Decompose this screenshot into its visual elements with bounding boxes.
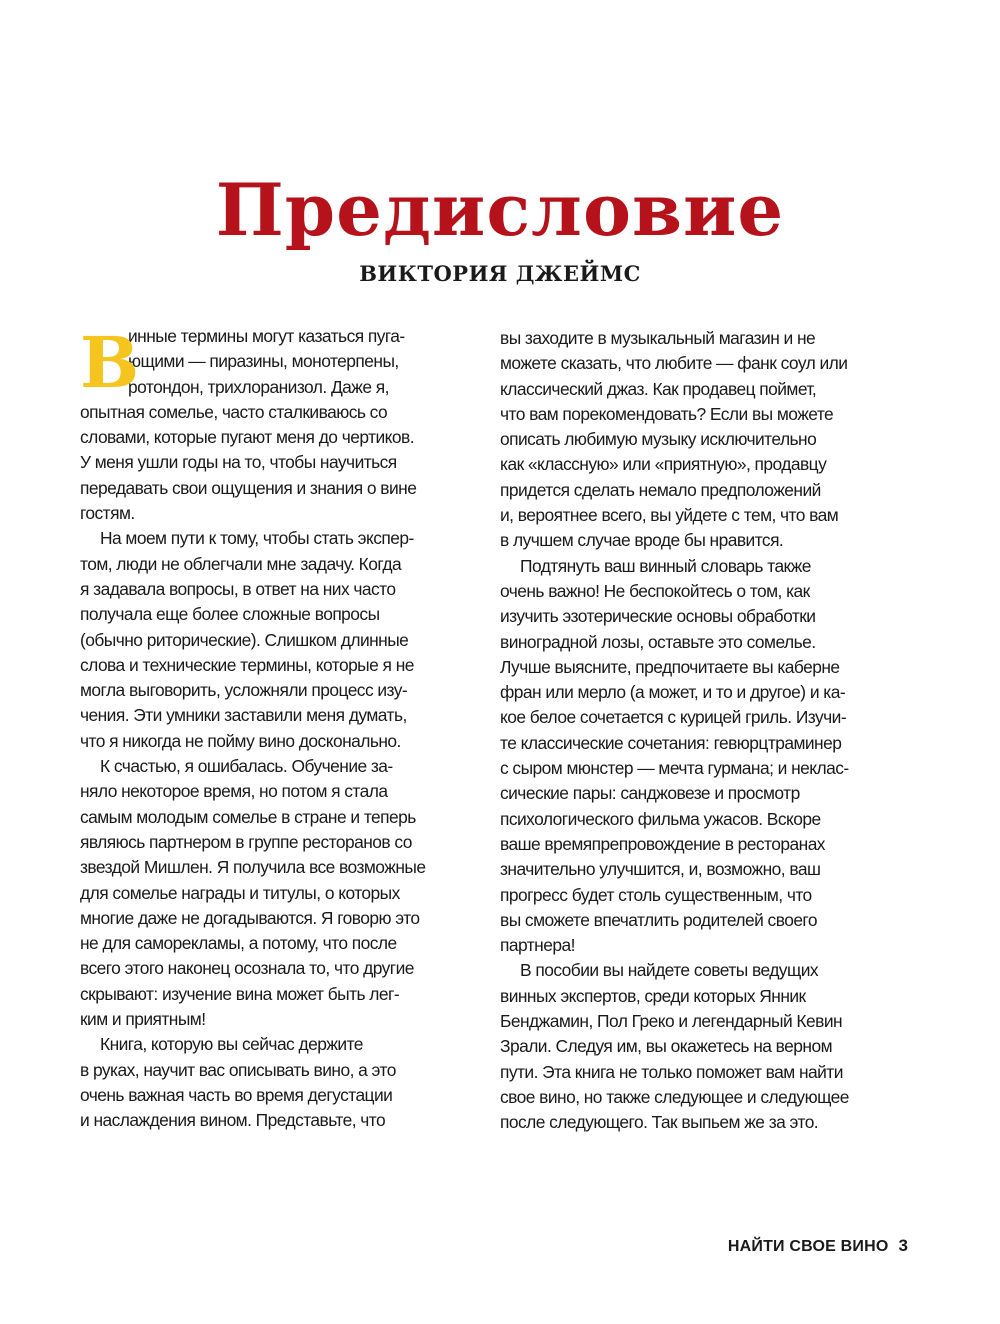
text-line: не для саморекламы, а потому, что после (80, 933, 397, 954)
text-line: очень важная часть во время дегустации (80, 1084, 393, 1105)
text-line: ротондон, трихлоранизол. Даже я, (128, 376, 389, 397)
text-line: На моем пути к тому, чтобы стать экспер- (100, 528, 414, 549)
page-number: 3 (898, 1236, 908, 1255)
text-line: классический джаз. Как продавец поймет, (500, 378, 817, 399)
text-line: У меня ушли годы на то, чтобы научиться (80, 452, 397, 473)
text-line: вы заходите в музыкальный магазин и не (500, 328, 816, 348)
text-line: в руках, научит вас описывать вино, а это (80, 1059, 396, 1080)
text-line: винных экспертов, среди которых Янник (500, 985, 806, 1006)
text-line: в лучшем случае вроде бы нравится. (500, 530, 784, 551)
text-line: инные термины могут казаться пуга- (128, 326, 405, 346)
text-line: и, вероятнее всего, вы уйдете с тем, что вам (500, 505, 839, 526)
text-line: свое вино, но также следующее и следующее (500, 1086, 849, 1107)
text-line: самым молодым сомелье в стране и теперь (80, 806, 416, 827)
text-line: фран или мерло (а может, и то и другое) и ка- (500, 682, 846, 703)
text-line: и наслаждения вином. Представьте, что (80, 1110, 386, 1131)
text-line: получала еще более сложные вопросы (80, 604, 380, 625)
text-line: кое белое сочетается с курицей гриль. Изучи- (500, 707, 847, 728)
text-line: вы сможете впечатлить родителей своего (500, 909, 817, 930)
text-line: В пособии вы найдете советы ведущих (520, 960, 819, 981)
text-line: (обычно риторические). Слишком длинные (80, 629, 409, 650)
text-line: что я никогда не пойму вино досконально. (80, 730, 401, 751)
text-line: можете сказать, что любите — фанк соул или (500, 353, 848, 374)
left-text-column (80, 321, 480, 1134)
text-line: гостям. (80, 503, 135, 524)
text-line: те классические сочетания: гевюрцтраминер (500, 732, 842, 753)
text-line: ваше времяпрепровождение в ресторанах (500, 833, 825, 854)
text-line: прогресс будет столь существенным, что (500, 884, 812, 905)
text-line: звездой Мишлен. Я получила все возможные (80, 857, 426, 878)
page-footer (728, 1234, 908, 1259)
text-line: Зрали. Следуя им, вы окажетесь на верном (500, 1036, 832, 1057)
running-header-section: НАЙТИ СВОЕ ВИНО (727, 1238, 889, 1255)
page-title: Предисловие (215, 167, 785, 252)
text-line: как «классную» или «приятную», продавцу (500, 454, 827, 475)
text-line: виноградной лозы, оставьте это сомелье. (500, 631, 816, 652)
text-line: значительно улучшится, и, возможно, ваш (500, 859, 821, 880)
text-line: Подтянуть ваш винный словарь также (520, 555, 811, 576)
text-line: я задавала вопросы, в ответ на них часто (80, 578, 396, 599)
text-line: ющими — пиразины, монотерпены, (128, 351, 399, 372)
text-line: всего этого наконец осознала то, что другие (80, 958, 414, 979)
text-line: могла выговорить, усложняли процесс изу- (80, 680, 408, 701)
text-line: сические пары: санджовезе и просмотр (500, 783, 800, 804)
text-line: ким и приятным! (80, 1009, 206, 1030)
text-line: Бенджамин, Пол Греко и легендарный Кевин (500, 1011, 843, 1032)
text-line: К счастью, я ошибалась. Обучение за- (100, 756, 393, 777)
text-line: скрывают: изучение вина может быть лег- (80, 983, 400, 1004)
text-line: для сомелье награды и титулы, о которых (80, 882, 400, 903)
author-name: ВИКТОРИЯ ДЖЕЙМС (359, 261, 641, 286)
text-line: пути. Эта книга не только поможет вам найти (500, 1061, 843, 1082)
text-line: придется сделать немало предположений (500, 479, 821, 500)
text-line: многие даже не догадываются. Я говорю это (80, 907, 420, 928)
text-line: няло некоторое время, но потом я стала (80, 781, 388, 802)
text-line: опытная сомелье, часто сталкиваюсь со (80, 401, 388, 422)
text-line: чения. Эти умники заставили меня думать, (80, 705, 407, 726)
right-text-column (500, 326, 900, 1136)
drop-cap: В (80, 321, 140, 404)
text-line: являюсь партнером в группе ресторанов со (80, 831, 412, 852)
text-line: передавать свои ощущения и знания о вине (80, 477, 417, 498)
text-line: изучить эзотерические основы обработки (500, 606, 816, 627)
text-line: Книга, которую вы сейчас держите (100, 1034, 363, 1055)
text-line: партнера! (500, 935, 575, 956)
text-line: с сыром мюнстер — мечта гурмана; и неклас- (500, 758, 849, 779)
text-line: очень важно! Не беспокойтесь о том, как (500, 580, 810, 601)
text-line: словами, которые пугают меня до чертиков. (80, 427, 415, 448)
text-line: слова и технические термины, которые я не (80, 654, 414, 675)
text-line: что вам порекомендовать? Если вы можете (500, 403, 834, 424)
text-line: психологического фильма ужасов. Вскоре (500, 808, 821, 829)
text-line: после следующего. Так выпьем же за это. (500, 1112, 819, 1133)
text-line: том, люди не облегчали мне задачу. Когда (80, 553, 402, 574)
text-line: Лучше выясните, предпочитаете вы каберне (500, 656, 840, 677)
text-line: описать любимую музыку исключительно (500, 429, 817, 450)
